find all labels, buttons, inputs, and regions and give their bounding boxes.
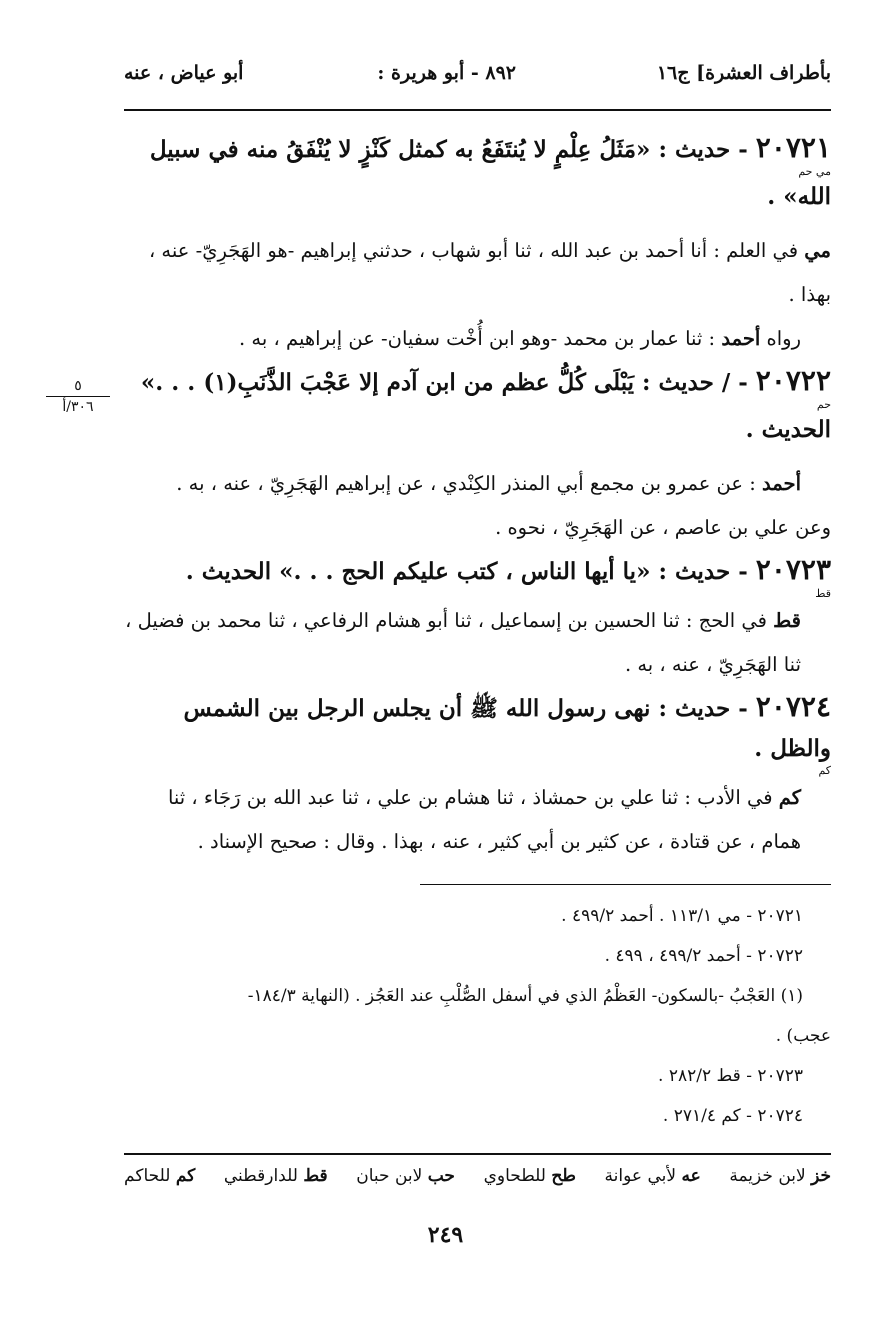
abbreviation-text: لابن حبان xyxy=(356,1166,423,1186)
isnad-paragraph xyxy=(124,317,831,361)
margin-note-number: ٥ xyxy=(46,378,110,397)
source-code: أحمد xyxy=(762,472,801,495)
isnad-text: في الحج : ثنا الحسين بن إسماعيل ، ثنا أبو هشام الرفاعي ، ثنا محمد بن فضيل ، ثنا الهَجَرِيّ ، عنه ، به . xyxy=(125,609,801,676)
abbreviation-text: للطحاوي xyxy=(483,1166,546,1186)
entry-matn-continued: الحديث . xyxy=(745,416,831,443)
page-number: ٢٤٩ xyxy=(427,1222,464,1248)
abbreviation-code: طح xyxy=(551,1166,576,1186)
abbreviation-text: لابن خزيمة xyxy=(729,1166,806,1186)
header-page-ref: ٨٩٢ - أبو هريرة : xyxy=(377,62,516,84)
isnad-text: في العلم : أنا أحمد بن عبد الله ، ثنا أبو شهاب ، حدثني إبراهيم -هو الهَجَرِيّ- عنه ، بهذا . xyxy=(148,239,831,306)
entry-heading xyxy=(124,128,831,217)
main-text xyxy=(124,128,831,864)
entry-heading xyxy=(124,550,831,599)
hadith-entry xyxy=(124,128,831,361)
footnote-line: ٢٠٧٢٣ - قط ٢٨٢/٢ . xyxy=(658,1066,803,1086)
source-code: قط xyxy=(773,609,801,632)
source-code: مي xyxy=(804,239,831,262)
source-code: أحمد xyxy=(721,327,761,350)
abbreviation-text: للدارقطني xyxy=(223,1166,298,1186)
isnad-text: : ثنا عمار بن محمد -وهو ابن أُخْت سفيان- عن إبراهيم ، به . xyxy=(239,327,716,350)
entry-matn: - حديث : «يا أيها الناس ، كتب عليكم الحج . . .» الحديث . xyxy=(185,558,748,585)
isnad-text: في الأدب : ثنا علي بن حمشاذ ، ثنا هشام بن علي ، ثنا عبد الله بن رَجَاء ، ثنا همام ، عن قتادة ، عن كثير بن أبي كثير ، عنه ، بهذا . وقال : صحيح الإسناد . xyxy=(167,786,801,853)
isnad-paragraph xyxy=(124,599,831,687)
entry-heading xyxy=(124,687,831,776)
entry-siglum: حم xyxy=(816,398,831,411)
abbreviation-code: كم xyxy=(175,1166,196,1186)
hadith-entry xyxy=(124,687,831,864)
footnote-line: ٢٠٧٢٢ - أحمد ٤٩٩/٢ ، ٤٩٩ . xyxy=(604,946,803,966)
abbreviations-rule xyxy=(124,1153,831,1155)
abbreviation-code: عه xyxy=(681,1166,701,1186)
margin-note xyxy=(46,378,110,415)
footnote-rule xyxy=(420,884,831,885)
entry-heading xyxy=(124,361,831,450)
hadith-entry xyxy=(124,361,831,550)
isnad-text: : عن عمرو بن مجمع أبي المنذر الكِنْدي ، عن إبراهيم الهَجَرِيّ ، عنه ، به . xyxy=(176,472,756,495)
abbreviation-text: للحاكم xyxy=(124,1166,171,1186)
header-book-title: بأطراف العشرة] ج١٦ xyxy=(656,62,831,84)
isnad-paragraph xyxy=(124,462,831,506)
footnote-line: ٢٠٧٢٤ - كم ٢٧١/٤ . xyxy=(662,1106,803,1126)
footnote-line: عجب) . xyxy=(775,1026,831,1046)
source-code: كم xyxy=(778,786,801,809)
footnotes xyxy=(124,896,831,1136)
entry-number: ٢٠٧٢٤ xyxy=(755,690,831,723)
abbreviation-text: لأبي عوانة xyxy=(604,1166,677,1186)
isnad-paragraph xyxy=(124,506,831,550)
entry-number: ٢٠٧٢٣ xyxy=(755,553,831,586)
header-chapter: أبو عياض ، عنه xyxy=(124,62,244,84)
isnad-paragraph xyxy=(124,776,831,864)
entry-number: ٢٠٧٢١ xyxy=(755,131,831,164)
entry-siglum: قط xyxy=(815,587,831,600)
margin-note-ref: ٣٠٦/أ xyxy=(62,399,94,415)
abbreviation-code: خز xyxy=(811,1166,831,1186)
entry-matn-continued: الله» . xyxy=(767,183,831,210)
header-rule xyxy=(124,109,831,111)
abbreviation-item xyxy=(729,1166,831,1196)
footnote-line: ٢٠٧٢١ - مي ١١٣/١ . أحمد ٤٩٩/٢ . xyxy=(561,906,803,926)
abbreviation-item xyxy=(356,1166,455,1196)
abbreviation-item xyxy=(484,1166,576,1196)
entry-matn: - / حديث : يَبْلَى كُلُّ عظم من ابن آدم إلا عَجْبَ الذَّنَبِ(١) . . .» xyxy=(140,369,748,396)
isnad-prefix: رواه xyxy=(766,327,801,350)
isnad-paragraph xyxy=(124,229,831,317)
abbreviation-item xyxy=(605,1166,701,1196)
entry-siglum: مي حم xyxy=(798,165,831,178)
isnad-text: وعن علي بن عاصم ، عن الهَجَرِيّ ، نحوه . xyxy=(495,516,831,539)
entry-number: ٢٠٧٢٢ xyxy=(755,364,831,397)
entry-matn: - حديث : «مَثَلُ عِلْمٍ لا يُنتَفَعُ به كمثل كَنْزٍ لا يُنْفَقُ منه في سبيل xyxy=(149,136,748,163)
entry-matn: - حديث : نهى رسول الله ﷺ أن يجلس الرجل بين الشمس والظل . xyxy=(183,695,831,762)
hadith-entry xyxy=(124,550,831,687)
running-header xyxy=(124,62,831,92)
footnote-line: (١) العَجْبُ -بالسكون- العَظْمُ الذي في أسفل الصُّلْبِ عند العَجُز . (النهاية ١٨٤/٣- xyxy=(247,986,803,1006)
abbreviation-code: قط xyxy=(303,1166,328,1186)
abbreviations-key xyxy=(124,1166,831,1196)
abbreviation-item xyxy=(224,1166,328,1196)
entry-siglum: كم xyxy=(818,764,831,777)
abbreviation-item xyxy=(124,1166,195,1196)
abbreviation-code: حب xyxy=(427,1166,455,1186)
